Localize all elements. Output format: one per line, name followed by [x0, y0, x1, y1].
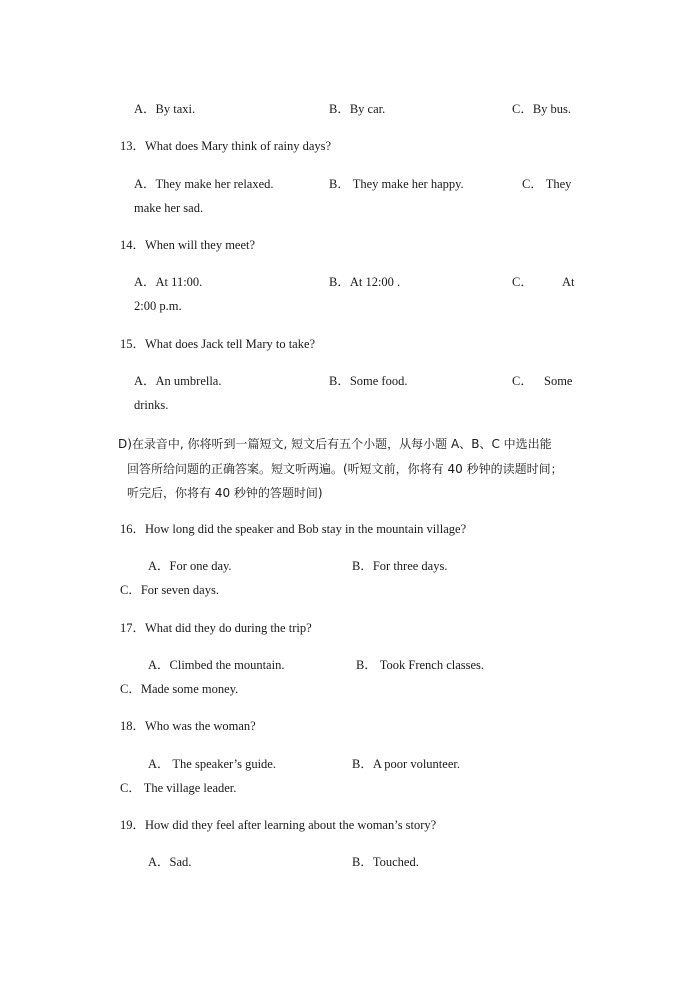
- q16-option-a: A．For one day.: [148, 559, 232, 573]
- q16-stem: 16．How long did the speaker and Bob stay in the mountain village?: [120, 522, 467, 536]
- q18-option-c: C． The village leader.: [120, 781, 237, 795]
- q17-option-a: A．Climbed the mountain.: [148, 658, 285, 672]
- q15-option-c-cont: drinks.: [134, 398, 169, 412]
- q18-option-b: B．A poor volunteer.: [352, 757, 460, 771]
- section-d-instructions-line1: D)在录音中, 你将听到一篇短文, 短文后有五个小题，从每小题 A、B、C 中选出能: [118, 437, 552, 451]
- q14-option-c-text: At: [562, 275, 575, 289]
- q16-option-c: C．For seven days.: [120, 583, 219, 597]
- q13-option-b: B． They make her happy.: [329, 177, 464, 191]
- q14-stem: 14．When will they meet?: [120, 238, 256, 252]
- q15-option-a: A．An umbrella.: [134, 374, 222, 388]
- q19-option-b: B．Touched.: [352, 855, 419, 869]
- q14-option-a: A．At 11:00.: [134, 275, 203, 289]
- q13-stem: 13．What does Mary think of rainy days?: [120, 139, 332, 153]
- q14-option-b: B．At 12:00 .: [329, 275, 401, 289]
- section-d-instructions-line2: 回答所给问题的正确答案。短文听两遍。(听短文前，你将有 40 秒钟的读题时间；: [127, 462, 563, 476]
- q14-option-c-cont: 2:00 p.m.: [134, 299, 182, 313]
- q12-option-b: B．By car.: [329, 102, 386, 116]
- q15-stem: 15．What does Jack tell Mary to take?: [120, 337, 316, 351]
- q15-option-c-label: C．: [512, 374, 533, 388]
- q12-option-c: C．By bus.: [512, 102, 572, 116]
- q17-option-c: C．Made some money.: [120, 682, 239, 696]
- q18-stem: 18．Who was the woman?: [120, 719, 256, 733]
- q14-option-c-label: C．: [512, 275, 533, 289]
- q15-option-b: B．Some food.: [329, 374, 408, 388]
- q17-option-b: B． Took French classes.: [356, 658, 485, 672]
- q15-option-c-text: Some: [544, 374, 573, 388]
- q18-option-a: A． The speaker’s guide.: [148, 757, 276, 771]
- q13-option-a: A．They make her relaxed.: [134, 177, 274, 191]
- q13-option-c: C． They: [522, 177, 572, 191]
- q13-option-c-cont: make her sad.: [134, 201, 204, 215]
- q19-stem: 19．How did they feel after learning about the woman’s story?: [120, 818, 437, 832]
- section-d-instructions-line3: 听完后，你将有 40 秒钟的答题时间): [127, 486, 323, 500]
- q12-option-a: A．By taxi.: [134, 102, 196, 116]
- q16-option-b: B．For three days.: [352, 559, 448, 573]
- q19-option-a: A．Sad.: [148, 855, 192, 869]
- q17-stem: 17．What did they do during the trip?: [120, 621, 312, 635]
